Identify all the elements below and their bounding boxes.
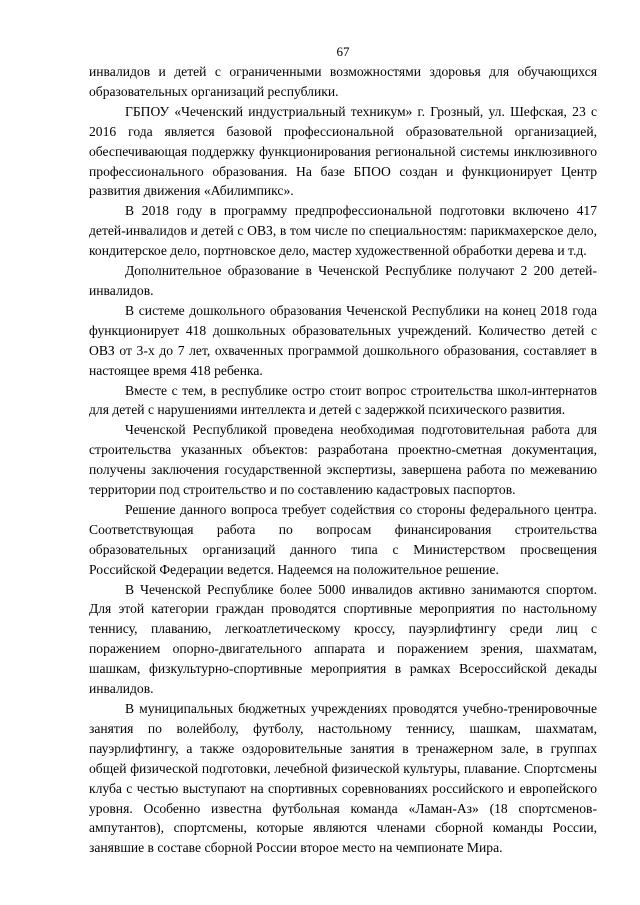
paragraph-boarding-schools: Вместе с тем, в республике остро стоит вопрос строительства школ-интернатов для детей с нарушениями интеллекта и детей с задержкой психического развития. (89, 382, 597, 418)
paragraph-preschool-education: В системе дошкольного образования Чеченской Республики на конец 2018 года функционирует 418 дошкольных образовательных учреждений. Количество детей с ОВЗ от 3-х до 7 лет, охваченных программой дошкольного образования, составляет в настоящее время 418 ребенка. (89, 302, 597, 378)
paragraph-continuation: инвалидов и детей с ограниченными возможностями здоровья для обучающихся образовательных организаций республики. (89, 64, 597, 99)
document-page (89, 44, 597, 858)
paragraph-preprofessional-training: В 2018 году в программу предпрофессиональной подготовки включено 417 детей-инвалидов и детей с ОВЗ, в том числе по специальностям: парикмахерское дело, кондитерское дело, портновское дело, мастер художественной обработки дерева и т.д. (89, 203, 597, 259)
paragraph-municipal-sports: В муниципальных бюджетных учреждениях проводятся учебно-тренировочные занятия по волейболу, футболу, настольному теннису, шашкам, шахматам, пауэрлифтингу, а также оздоровительные занятия в тренажерном зале, в группах общей физической подготовки, лечебной физической культуры, плавание. Спортсмены клуба с честью выступают на спортивных соревнованиях российского и европейского уровня. Особенно известна футбольная команда «Ламан-Аз» (18 спортсменов-ампутантов), спортсмены, которые являются членами сборной команды России, занявшие в составе сборной России второе место на чемпионате Мира. (89, 701, 597, 856)
paragraph-additional-education: Дополнительное образование в Чеченской Республике получают 2 200 детей-инвалидов. (89, 263, 597, 298)
paragraph-technical-college: ГБПОУ «Чеченский индустриальный техникум» г. Грозный, ул. Шефская, 23 с 2016 года является базовой профессиональной образовательной организацией, обеспечивающая поддержку функционирования региональной системы инклюзивного профессионального образования. На базе БПОО создан и функционирует Центр развития движения «Абилимпикс». (89, 103, 597, 199)
paragraph-sports-disabled: В Чеченской Республике более 5000 инвалидов активно занимаются спортом. Для этой категории граждан проводятся спортивные мероприятия по настольному теннису, плаванию, легкоатлетическому кроссу, пауэрлифтингу среди лиц с поражением опорно-двигательного аппарата и поражением зрения, шахматам, шашкам, физкультурно-спортивные мероприятия в рамках Всероссийской декады инвалидов. (89, 581, 597, 697)
paragraph-preparatory-work: Чеченской Республикой проведена необходимая подготовительная работа для строительства указанных объектов: разработана проектно-сметная документация, получены заключения государственной экспертизы, завершена работа по межеванию территории под строительство и по составлению кадастровых паспортов. (89, 422, 597, 498)
page-number: 67 (336, 44, 350, 59)
paragraph-federal-support: Решение данного вопроса требует содействия со стороны федерального центра. Соответствующая работа по вопросам финансирования строительства образовательных организаций данного типа с Министерством просвещения Российской Федерации ведется. Надеемся на положительное решение. (89, 501, 597, 577)
